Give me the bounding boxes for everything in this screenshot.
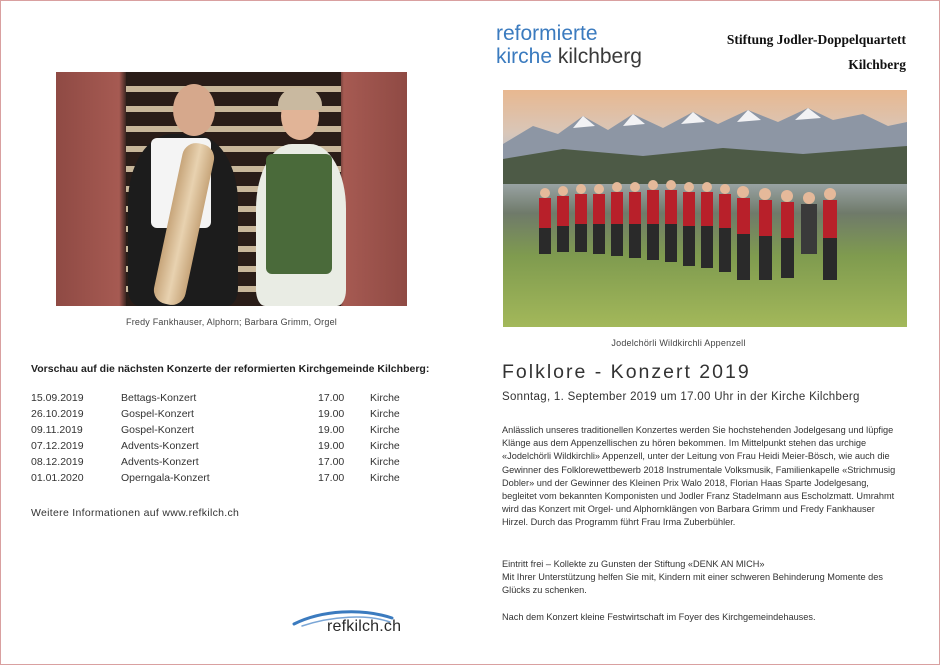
concert-date-line: Sonntag, 1. September 2019 um 17.00 Uhr in der Kirche Kilchberg bbox=[502, 391, 860, 403]
concert-time: 19.00 bbox=[318, 408, 345, 420]
concert-date: 07.12.2019 bbox=[31, 440, 84, 452]
concert-row bbox=[31, 456, 431, 472]
concert-row bbox=[31, 440, 431, 456]
organist-vest bbox=[266, 154, 332, 274]
choir-photo bbox=[503, 90, 907, 327]
concert-time: 19.00 bbox=[318, 424, 345, 436]
organist-hair bbox=[278, 88, 322, 110]
foundation-line1: Stiftung Jodler-Doppelquartett bbox=[726, 32, 906, 47]
concert-row bbox=[31, 472, 431, 488]
concert-place: Kirche bbox=[370, 456, 400, 468]
concert-list bbox=[31, 392, 431, 488]
concert-date: 09.11.2019 bbox=[31, 424, 83, 436]
alphorn-player-head bbox=[173, 84, 215, 136]
admission-line: Eintritt frei – Kollekte zu Gunsten der Stiftung «DENK AN MICH» bbox=[502, 559, 765, 569]
choir-singers bbox=[533, 180, 863, 290]
concert-name: Gospel-Konzert bbox=[121, 424, 194, 436]
foundation-line2: Kilchberg bbox=[848, 57, 906, 72]
concert-date: 08.12.2019 bbox=[31, 456, 84, 468]
concert-row bbox=[31, 408, 431, 424]
concert-time: 17.00 bbox=[318, 456, 345, 468]
concert-place: Kirche bbox=[370, 424, 400, 436]
mountain-range bbox=[503, 104, 907, 184]
concert-date: 15.09.2019 bbox=[31, 392, 84, 404]
catering-info: Nach dem Konzert kleine Festwirtschaft im Foyer des Kirchgemeindehauses. bbox=[502, 612, 816, 622]
foundation-name bbox=[727, 27, 906, 77]
concert-preview-title: Vorschau auf die nächsten Konzerte der reformierten Kirchgemeinde Kilchberg: bbox=[31, 363, 430, 375]
musicians-photo bbox=[56, 72, 407, 306]
concert-name: Gospel-Konzert bbox=[121, 408, 194, 420]
concert-name: Operngala-Konzert bbox=[121, 472, 210, 484]
church-logo bbox=[496, 22, 642, 68]
concert-title: Folklore - Konzert 2019 bbox=[502, 361, 751, 383]
concert-date: 01.01.2020 bbox=[31, 472, 84, 484]
concert-time: 19.00 bbox=[318, 440, 345, 452]
admission-info bbox=[502, 558, 897, 598]
concert-place: Kirche bbox=[370, 392, 400, 404]
concert-name: Advents-Konzert bbox=[121, 440, 199, 452]
concert-time: 17.00 bbox=[318, 472, 345, 484]
concert-place: Kirche bbox=[370, 408, 400, 420]
church-logo-kirche: kirche bbox=[496, 45, 553, 68]
choir-photo-caption: Jodelchörli Wildkirchli Appenzell bbox=[611, 338, 746, 348]
concert-row bbox=[31, 424, 431, 440]
concert-description: Anlässlich unseres traditionellen Konzertes werden Sie hochstehenden Jodelgesang und lüpfige Klänge aus dem Appenzellischen zu hören bekommen. Im Mittelpunkt stehen das urchige «Jodelchörli Wildkirchli» Appenzell, unter der Leitung von Frau Heidi Meier-Bösch, wie auch die Gewinner des Folklorewettbewerb 2018 Instrumentale Volksmusik, Familienkapelle «Strichmusig Dobler» und der Gewinner des Kleinen Prix Walo 2018, Florian Haas Sparte Jodelgesang, begleitet vom bekannten Komponisten und Jodler Franz Stadelmann aus Escholzmatt. Umrahmt wird das Konzert mit Orgel- und Alphornklängen von Barbara Grimm und Fredy Fankhauser Hirzel. Durch das Programm führt Frau Irma Zuberbühler. bbox=[502, 425, 896, 528]
concert-place: Kirche bbox=[370, 440, 400, 452]
donation-line: Mit Ihrer Unterstützung helfen Sie mit, Kindern mit einer schweren Behinderung Momente des Glücks zu schenken. bbox=[502, 572, 883, 596]
concert-name: Bettags-Konzert bbox=[121, 392, 197, 404]
church-logo-line2 bbox=[496, 45, 642, 68]
musicians-photo-caption: Fredy Fankhauser, Alphorn; Barbara Grimm, Orgel bbox=[126, 317, 337, 327]
concert-row bbox=[31, 392, 431, 408]
concert-name: Advents-Konzert bbox=[121, 456, 199, 468]
concert-date: 26.10.2019 bbox=[31, 408, 84, 420]
church-logo-kilchberg: kilchberg bbox=[552, 45, 642, 68]
church-logo-line1: reformierte bbox=[496, 22, 598, 45]
refkilch-logo-text: refkilch.ch bbox=[327, 618, 402, 635]
concert-time: 17.00 bbox=[318, 392, 345, 404]
more-info-link[interactable]: Weitere Informationen auf www.refkilch.ch bbox=[31, 507, 240, 519]
concert-place: Kirche bbox=[370, 472, 400, 484]
